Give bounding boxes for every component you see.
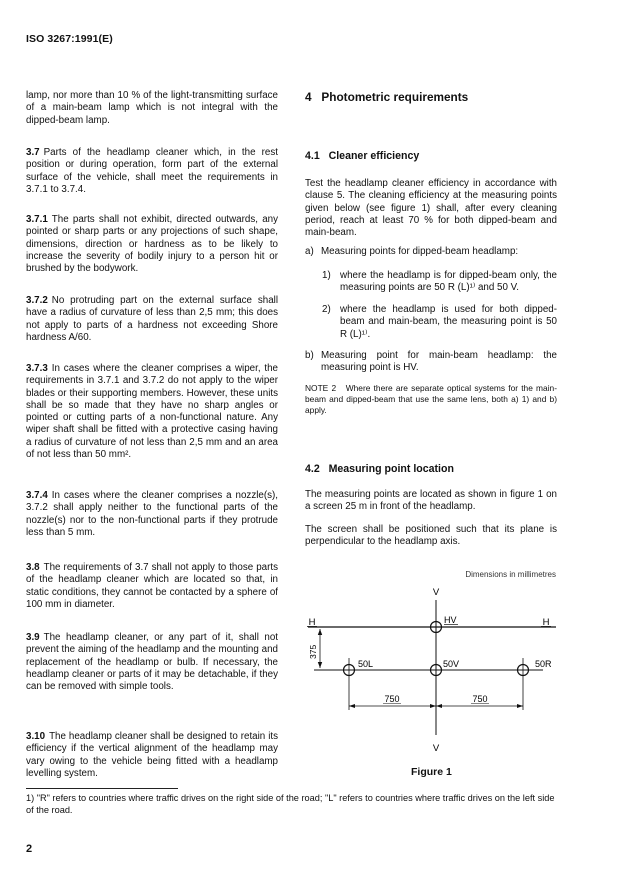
footnote-rule — [26, 788, 178, 789]
clause-text: The requirements of 3.7 shall not apply to those parts of the headlamp cleaner which are located so that, in static conditions, they cannot be contacted by a sphere of 100 mm in diameter. — [26, 562, 278, 610]
dim-750-arrow-left — [349, 704, 355, 708]
list-label: 1) — [322, 270, 331, 281]
clause-number: 3.7.2 — [26, 295, 48, 306]
section-title: Photometric requirements — [321, 90, 469, 104]
dim-375-arrow-top — [318, 629, 322, 635]
dim-375-arrow-bottom — [318, 662, 322, 668]
section-4-2-paragraph-1: The measuring points are located as shown in figure 1 on a screen 25 m in front of the headlamp. — [305, 489, 557, 513]
note-text: Where there are separate optical systems for the main-beam and dipped-beam that use the same lens, both a) 1) and b) apply. — [305, 383, 558, 415]
footnote-1: 1) "R" refers to countries where traffic drives on the right side of the road; "L" refers to countries where traffic drives on the left side of the road. — [26, 793, 555, 815]
clause-3-9 — [26, 632, 278, 693]
clause-3-8 — [26, 562, 278, 611]
clause-number: 3.7.3 — [26, 363, 48, 374]
h-label-left: H — [308, 617, 316, 628]
clause-number: 3.9 — [26, 632, 40, 643]
50l-label: 50L — [358, 659, 374, 669]
dim-750-arrow-mid-right — [436, 704, 442, 708]
page-number: 2 — [26, 843, 33, 855]
figure-1-diagram — [300, 560, 570, 765]
list-text: Measuring points for dipped-beam headlamp: — [321, 246, 519, 257]
dim-750-arrow-mid-left — [430, 704, 436, 708]
clause-3-7-3 — [26, 363, 278, 461]
h-label-right: H — [542, 617, 550, 628]
v-label-bottom: V — [432, 743, 440, 754]
50r-label: 50R — [535, 659, 552, 669]
section-4-1-text: Test the headlamp cleaner efficiency in accordance with clause 5. The cleaning efficiency at the measuring points given below (see figure 1) shall, after every cleaning period, reach at least 70 % for both dipped-beam and main-beam. — [305, 178, 557, 239]
section-4-1-heading — [305, 150, 419, 162]
section-title: Measuring point location — [328, 463, 454, 475]
dim-750-left-label: 750 — [384, 694, 400, 704]
clause-text: Parts of the headlamp cleaner which, in the rest position or during operation, form part of the external surface of the vehicle, shall meet the requirements in 3.7.1 to 3.7.4. — [26, 147, 278, 195]
dimensions-note: Dimensions in millimetres — [465, 570, 556, 579]
v-label-top: V — [432, 587, 440, 598]
clause-text: The headlamp cleaner, or any part of it, shall not prevent the aiming of the headlamp and the mounting and replacement of the headlamp or bulb. If necessary, the headlamp cleaner or parts of it may be detachable, if they can be removed with simple tools. — [26, 632, 278, 693]
clause-3-7-4 — [26, 490, 278, 539]
clause-text: No protruding part on the external surface shall have a radius of curvature of less than 2,5 mm; this does not apply to parts of a hardness not exceeding Shore hardness A/60. — [26, 295, 278, 343]
clause-3-7-1 — [26, 214, 278, 275]
clause-text: In cases where the cleaner comprises a nozzle(s), 3.7.2 shall apply neither to the functional parts of the nozzle(s) nor to the non-functional parts if they protrude less than 5 mm. — [26, 490, 278, 538]
section-4-2-paragraph-2: The screen shall be positioned such that its plane is perpendicular to the headlamp axis. — [305, 524, 557, 548]
list-label: 2) — [322, 304, 331, 315]
clause-number: 3.7.1 — [26, 214, 48, 225]
list-text: where the headlamp is used for both dipped-beam and main-beam, the measuring point is 50 R (L)¹⁾. — [340, 304, 557, 340]
hv-label: HV — [444, 615, 457, 625]
figure-caption: Figure 1 — [411, 766, 452, 778]
dim-750-arrow-right — [517, 704, 523, 708]
clause-3-7 — [26, 147, 278, 196]
clause-3-10 — [26, 731, 278, 780]
50v-label: 50V — [443, 659, 460, 669]
clause-number: 3.7.4 — [26, 490, 48, 501]
section-4-heading — [305, 91, 468, 103]
section-title: Cleaner efficiency — [328, 150, 420, 162]
note-2 — [305, 383, 557, 416]
clause-text: The headlamp cleaner shall be designed to retain its efficiency if the vertical alignment of the headlamp may vary owing to the vehicle being fitted with a headlamp levelling system. — [26, 731, 278, 779]
clause-number: 3.10 — [26, 731, 46, 742]
clause-3-7-2 — [26, 295, 278, 344]
list-text: where the headlamp is for dipped-beam only, the measuring points are 50 R (L)¹⁾ and 50 V. — [340, 270, 557, 294]
dim-750-right-label: 750 — [472, 694, 488, 704]
clause-text: The parts shall not exhibit, directed outwards, any pointed or sharp parts or any projections of such shape, dimensions, direction or hardness as to be likely to increase the severity of bodily injury to a person hit or brushed by the bodywork. — [26, 214, 278, 275]
clause-text: In cases where the cleaner comprises a wiper, the requirements in 3.7.1 and 3.7.2 do not apply to the wiper blades or their supporting members. However, these units shall be so made that they have no sharp angles or pointed or cutting parts of a non-functional nature. Any wiper shaft shall be fitted with a protective casing having a radius of curvature of not less than 2,5 mm and an area of not less than 50 mm². — [26, 363, 278, 461]
document-id: ISO 3267:1991(E) — [26, 33, 113, 45]
list-text: Measuring point for main-beam headlamp: the measuring point is HV. — [321, 350, 557, 374]
section-number: 4.1 — [305, 150, 320, 162]
list-label: b) — [305, 350, 314, 361]
section-4-2-heading — [305, 463, 454, 475]
intro-paragraph: lamp, nor more than 10 % of the light-transmitting surface of a main-beam lamp which is not integral with the dipped-beam lamp. — [26, 90, 278, 126]
dim-375-label: 375 — [308, 644, 318, 659]
list-label: a) — [305, 246, 314, 257]
section-number: 4.2 — [305, 463, 320, 475]
clause-number: 3.8 — [26, 562, 40, 573]
clause-number: 3.7 — [26, 147, 40, 158]
section-number: 4 — [305, 90, 312, 104]
note-label: NOTE 2 — [305, 383, 337, 393]
